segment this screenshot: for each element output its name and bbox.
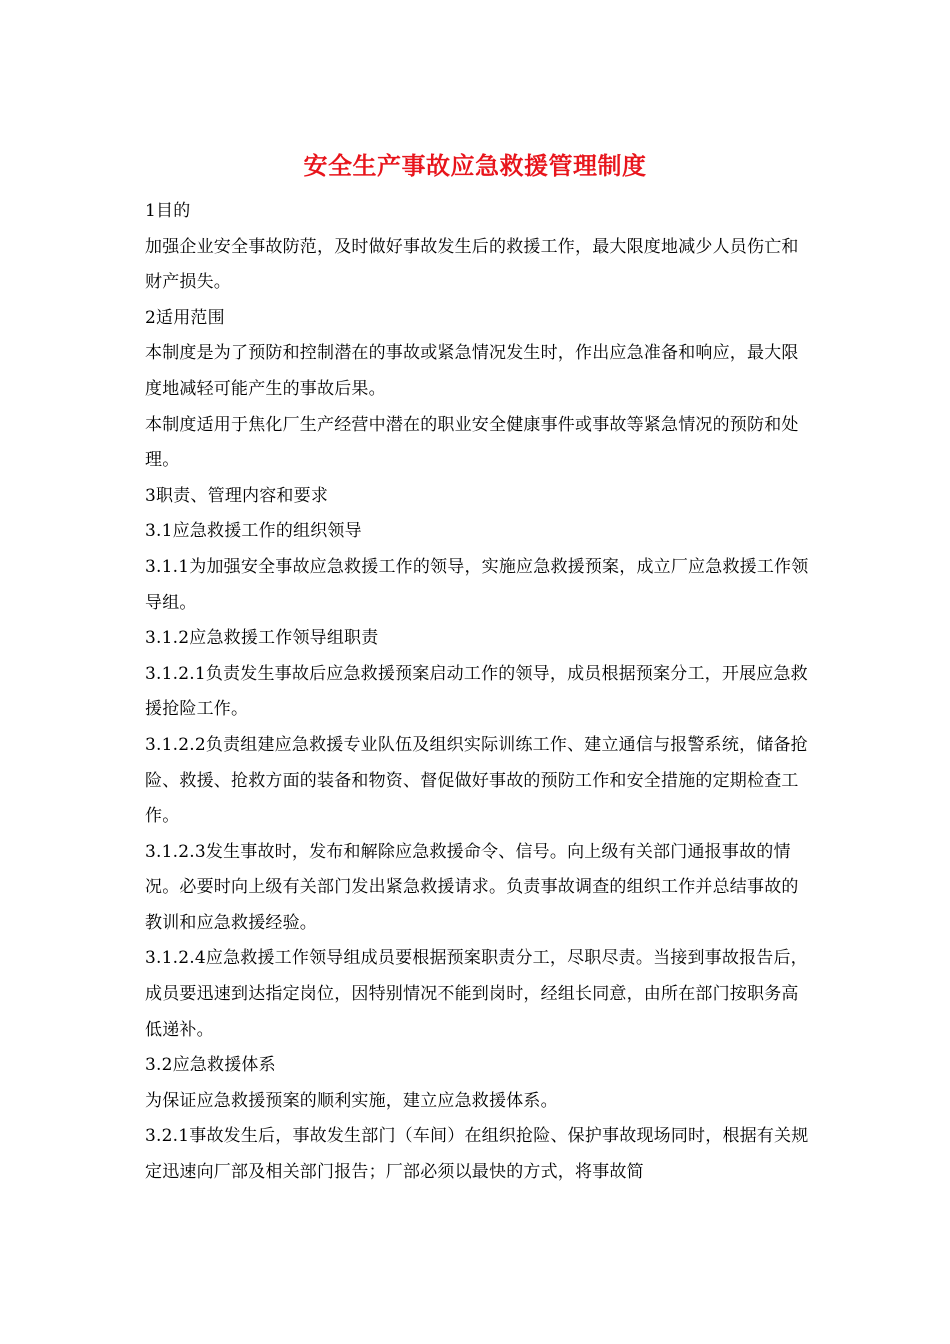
paragraph-section-2-heading: 2适用范围 <box>145 307 225 328</box>
paragraph-3-1-2-1: 3.1.2.1负责发生事故后应急救援预案启动工作的领导，成员根据预案分工，开展应急救援抢险工作。 <box>145 663 808 720</box>
paragraph-section-1-heading: 1目的 <box>145 201 191 221</box>
document-title: 安全生产事故应急救援管理制度 <box>303 152 647 180</box>
paragraph-3-2-1: 3.2.1事故发生后，事故发生部门（车间）在组织抢险、保护事故现场同时，根据有关规定迅速向厂部及相关部门报告；厂部必须以最快的方式，将事故简 <box>145 1126 809 1183</box>
paragraph-purpose: 加强企业安全事故防范，及时做好事故发生后的救援工作，最大限度地减少人员伤亡和财产损失。 <box>145 236 799 293</box>
paragraph-scope-1: 本制度是为了预防和控制潜在的事故或紧急情况发生时，作出应急准备和响应，最大限度地减轻可能产生的事故后果。 <box>145 343 799 399</box>
paragraph-section-3-1-heading: 3.1应急救援工作的组织领导 <box>145 521 362 542</box>
document-body <box>145 194 810 1191</box>
paragraph-3-1-2-4: 3.1.2.4应急救援工作领导组成员要根据预案职责分工，尽职尽责。当接到事故报告后，成员要迅速到达指定岗位，因特别情况不能到岗时，经组长同意，由所在部门按职务高低递补。 <box>145 948 808 1040</box>
paragraph-3-2-intro: 为保证应急救援预案的顺利实施，建立应急救援体系。 <box>145 1090 558 1111</box>
paragraph-3-1-2-3: 3.1.2.3发生事故时，发布和解除应急救援命令、信号。向上级有关部门通报事故的情况。必要时向上级有关部门发出紧急救援请求。负责事故调查的组织工作并总结事故的教训和应急救援经验。 <box>145 841 799 933</box>
paragraph-3-1-2-2: 3.1.2.2负责组建应急救援专业队伍及组织实际训练工作、建立通信与报警系统，储备抢险、救援、抢救方面的装备和物资、督促做好事故的预防工作和安全措施的定期检查工作。 <box>145 734 808 827</box>
paragraph-section-3-heading: 3职责、管理内容和要求 <box>145 485 329 506</box>
paragraph-section-3-2-heading: 3.2应急救援体系 <box>145 1055 276 1076</box>
paragraph-3-1-1: 3.1.1为加强安全事故应急救援工作的领导，实施应急救援预案，成立厂应急救援工作领导组。 <box>145 556 809 613</box>
paragraph-scope-2: 本制度适用于焦化厂生产经营中潜在的职业安全健康事件或事故等紧急情况的预防和处理。 <box>145 414 799 471</box>
paragraph-3-1-2-heading: 3.1.2应急救援工作领导组职责 <box>145 628 379 649</box>
